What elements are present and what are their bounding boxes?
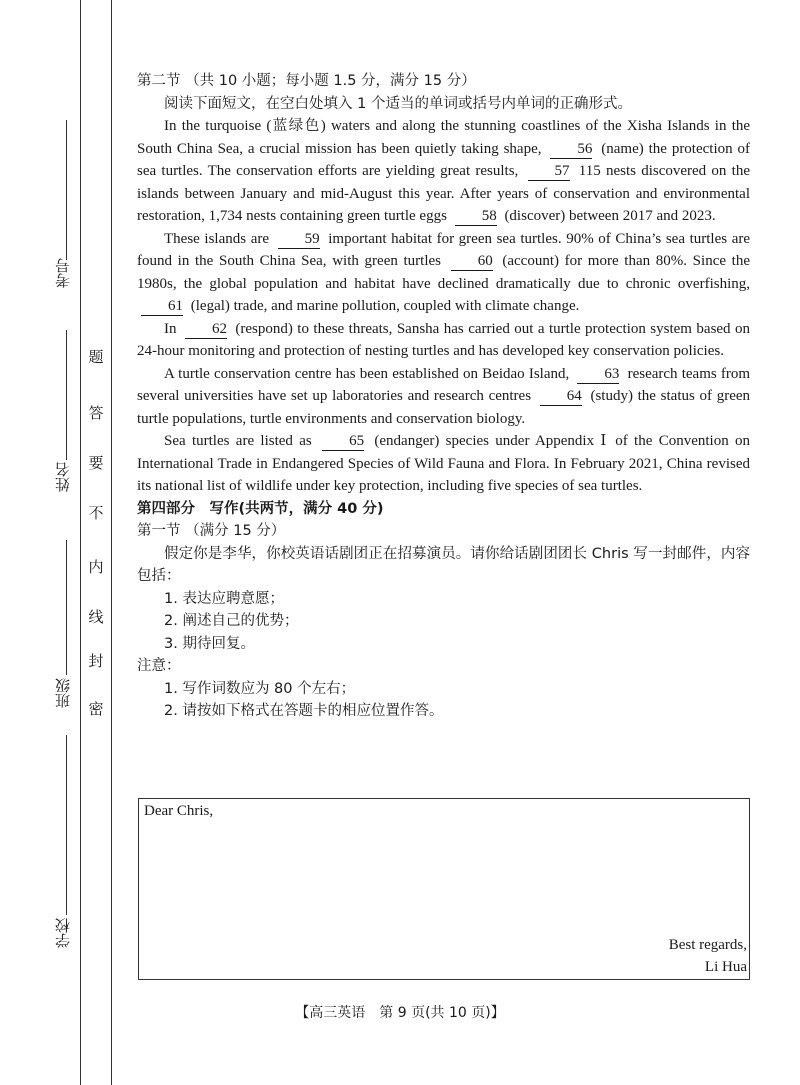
text: 115 nests discovered on the islands between January and mid-August this year. After years of conservation and environmental restoration, 1,734 nests containing green turtle eggs [137, 163, 751, 224]
binding-line-outer [80, 0, 81, 1085]
exam-number-line [66, 120, 67, 260]
text-cjk: 蓝绿色 [271, 118, 321, 134]
class-line [66, 540, 67, 675]
blank-63[interactable]: 63 [577, 366, 619, 384]
prompt-item: 1. 表达应聘意愿； [164, 590, 284, 607]
letter-signature: Li Hua [704, 959, 747, 975]
section-heading: 第二节 （共 10 小题；每小题 1.5 分，满分 15 分） [137, 73, 476, 89]
text: A turtle conservation centre has been established on Beidao Island, [164, 365, 570, 382]
note-item: 1. 写作词数应为 80 个左右； [164, 680, 356, 697]
text: (account) for more than 80%. Since the 1980s, the global population and habitat have declined dramatically due to chronic overfishing, [137, 253, 750, 292]
name-label: 姓名 [54, 462, 72, 492]
seal-char: 不 [88, 504, 104, 522]
blank-58[interactable]: 58 [455, 208, 497, 226]
text: important habitat for green sea turtles. 90% of China’s sea turtles are found in the South China Sea, with green turtles [137, 230, 751, 269]
exam-number-label: 考号 [54, 258, 72, 288]
passage-paragraph-2 [137, 228, 750, 318]
blank-59[interactable]: 59 [278, 231, 320, 249]
name-line [66, 330, 67, 460]
binding-line-inner [111, 0, 112, 1085]
class-label: 班级 [54, 678, 72, 708]
seal-char: 要 [88, 454, 104, 472]
passage-paragraph-1 [137, 115, 750, 228]
blank-57[interactable]: 57 [528, 163, 570, 181]
note-item: 2. 请按如下格式在答题卡的相应位置作答。 [164, 703, 444, 719]
blank-56[interactable]: 56 [550, 141, 592, 159]
text: (legal) trade, and marine pollution, coupled with climate change. [190, 298, 580, 314]
note-label: 注意： [137, 658, 181, 674]
blank-62[interactable]: 62 [185, 321, 227, 339]
part4-subheading: 第一节 （满分 15 分） [137, 523, 286, 539]
letter-format-box [138, 798, 750, 980]
text: ) waters and along the stunning coastlines of the Xisha Islands in the South China Sea, a crucial mission has been quietly taking shape, [137, 118, 751, 157]
letter-closing: Best regards, [668, 937, 747, 953]
school-label: 学校 [54, 918, 72, 948]
prompt-item: 3. 期待回复。 [164, 635, 255, 652]
seal-char: 封 [88, 652, 104, 670]
passage-paragraph-3 [137, 318, 750, 363]
blank-65[interactable]: 65 [322, 433, 364, 451]
passage-paragraph-4 [137, 363, 750, 431]
text: research teams from several universities have set up laboratories and research centres [137, 365, 751, 404]
section-instruction: 阅读下面短文，在空白处填入 1 个适当的单词或括号内单词的正确形式。 [164, 95, 632, 112]
exam-content [137, 70, 750, 723]
text: (endanger) species under Appendix Ⅰ of the Convention on International Trade in Endangered Species of Wild Fauna and Flora. In February 2021, China revised its national list of wildlife under key protection, including five species of sea turtles. [137, 433, 751, 494]
page-footer: 【高三英语 第 9 页(共 10 页)】 [295, 1005, 505, 1021]
text: In [164, 320, 177, 337]
seal-char: 答 [88, 404, 104, 422]
seal-char: 密 [88, 700, 104, 718]
text: These islands are [164, 230, 270, 247]
passage-paragraph-5 [137, 430, 750, 498]
text: In the turquoise ( [164, 118, 272, 134]
letter-salutation: Dear Chris, [144, 803, 214, 819]
blank-64[interactable]: 64 [540, 388, 582, 406]
school-line [66, 735, 67, 915]
seal-char: 题 [88, 348, 104, 366]
text: (study) the status of green turtle populations, turtle environments and conservation biology. [137, 388, 751, 427]
text: (respond) to these threats, Sansha has carried out a turtle protection system based on 24-hour monitoring and protection of nesting turtles and has developed key conservation policies. [137, 320, 750, 359]
blank-60[interactable]: 60 [451, 253, 493, 271]
part4-heading: 第四部分 写作(共两节，满分 40 分) [137, 500, 384, 517]
seal-char: 线 [88, 608, 104, 626]
binding-margin [0, 0, 120, 1085]
text: (discover) between 2017 and 2023. [504, 208, 716, 224]
text: Sea turtles are listed as [164, 433, 312, 449]
blank-61[interactable]: 61 [141, 298, 183, 316]
writing-prompt: 假定你是李华，你校英语话剧团正在招募演员。请你给话剧团团长 Chris 写一封邮件，内容包括： [137, 545, 750, 584]
seal-char: 内 [88, 558, 104, 576]
text: (name) the protection of sea turtles. The conservation efforts are yielding great results, [137, 140, 750, 179]
prompt-item: 2. 阐述自己的优势； [164, 613, 299, 629]
